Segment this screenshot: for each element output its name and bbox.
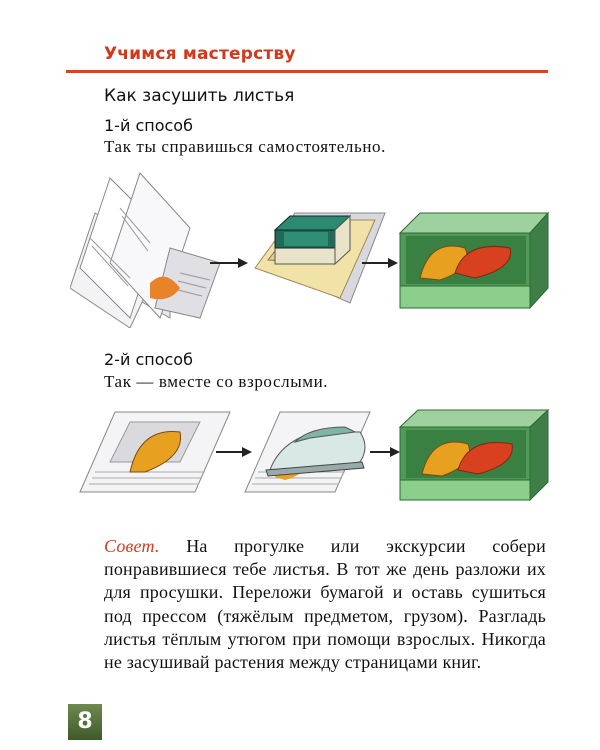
- drying-box-illustration: [400, 213, 548, 308]
- tip-paragraph: [104, 535, 546, 674]
- method-2-description: Так — вместе со взрослыми.: [104, 372, 329, 391]
- arrow-icon: [216, 447, 252, 457]
- section-title: Учимся мастерству: [104, 44, 296, 64]
- drying-box-illustration: [400, 410, 548, 500]
- iron-on-paper-illustration: [245, 412, 370, 492]
- tip-text: На прогулке или экскурсии собери понравившиеся тебе листья. В тот же день разложи их для просушки. Переложи бумагой и оставь сушиться под прессом (тяжёлым предметом, грузом). Разгладь листья тёплым утюгом при помощи взрослых. Никогда не засушивай растения между страницами книг.: [104, 536, 547, 673]
- method-1-label: 1-й способ: [104, 116, 193, 135]
- method-2-illustration: [70, 402, 550, 512]
- page-number: 8: [68, 704, 102, 740]
- section-rule: [66, 70, 548, 73]
- method-2-label: 2-й способ: [104, 350, 193, 369]
- paper-with-leaf-illustration: [80, 412, 230, 492]
- paper-stack-illustration: [70, 173, 220, 328]
- books-press-illustration: [255, 213, 385, 303]
- arrow-icon: [370, 447, 400, 457]
- method-1-illustration: [70, 168, 550, 328]
- method-1-description: Так ты справишься самостоятельно.: [104, 137, 386, 156]
- tip-label: Совет.: [104, 536, 160, 556]
- page-heading: Как засушить листья: [104, 86, 295, 106]
